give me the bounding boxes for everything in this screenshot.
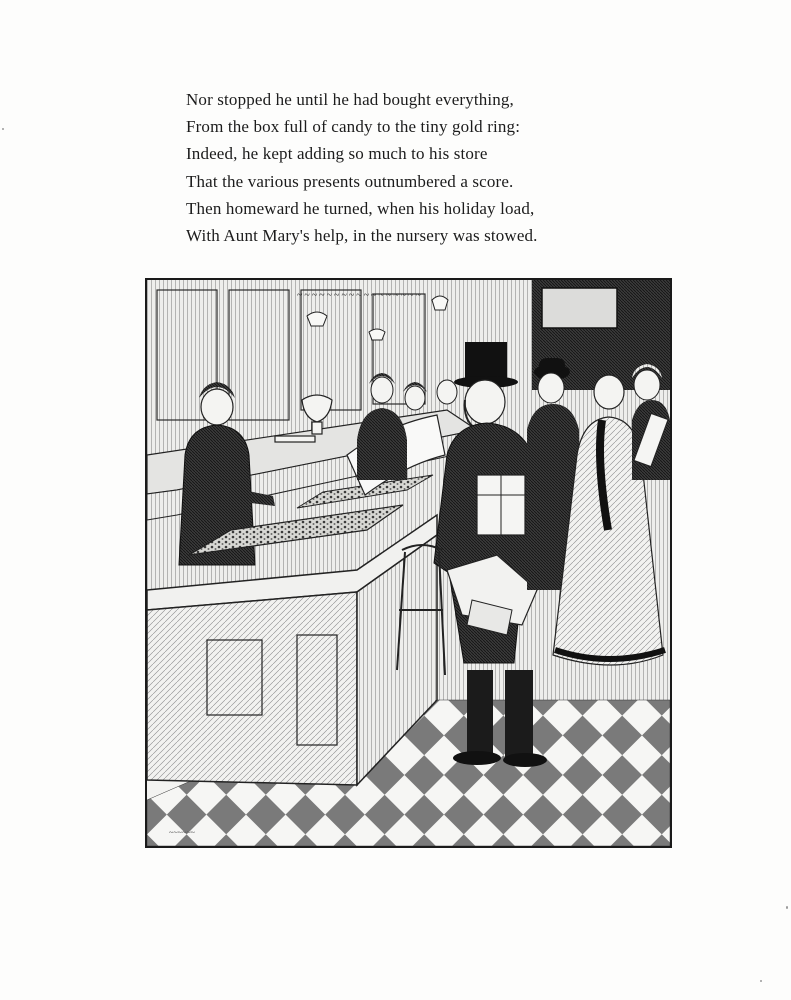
paper-speck xyxy=(786,906,788,909)
engraver-signature-mark: ~~~~~~ xyxy=(169,828,195,837)
verse-line: Then homeward he turned, when his holiday load, xyxy=(186,198,535,218)
verse-line: Indeed, he kept adding so much to his store xyxy=(186,144,488,164)
front-counter-body xyxy=(147,592,357,785)
paper-speck xyxy=(2,128,4,130)
shop-sign-lettering: ~~~~~~~~~~~~~~~~~ xyxy=(297,290,423,301)
engraving-illustration xyxy=(145,278,672,848)
paper-speck xyxy=(760,980,762,982)
verse-line: Nor stopped he until he had bought everything, xyxy=(186,90,514,109)
verse-stanza xyxy=(186,86,656,249)
verse-line: That the various presents outnumbered a score. xyxy=(186,171,514,191)
doorway-window xyxy=(542,288,617,328)
shop-scene xyxy=(147,280,670,846)
verse-line: From the box full of candy to the tiny gold ring: xyxy=(186,117,521,137)
verse-line: With Aunt Mary's help, in the nursery was stowed. xyxy=(186,226,538,246)
